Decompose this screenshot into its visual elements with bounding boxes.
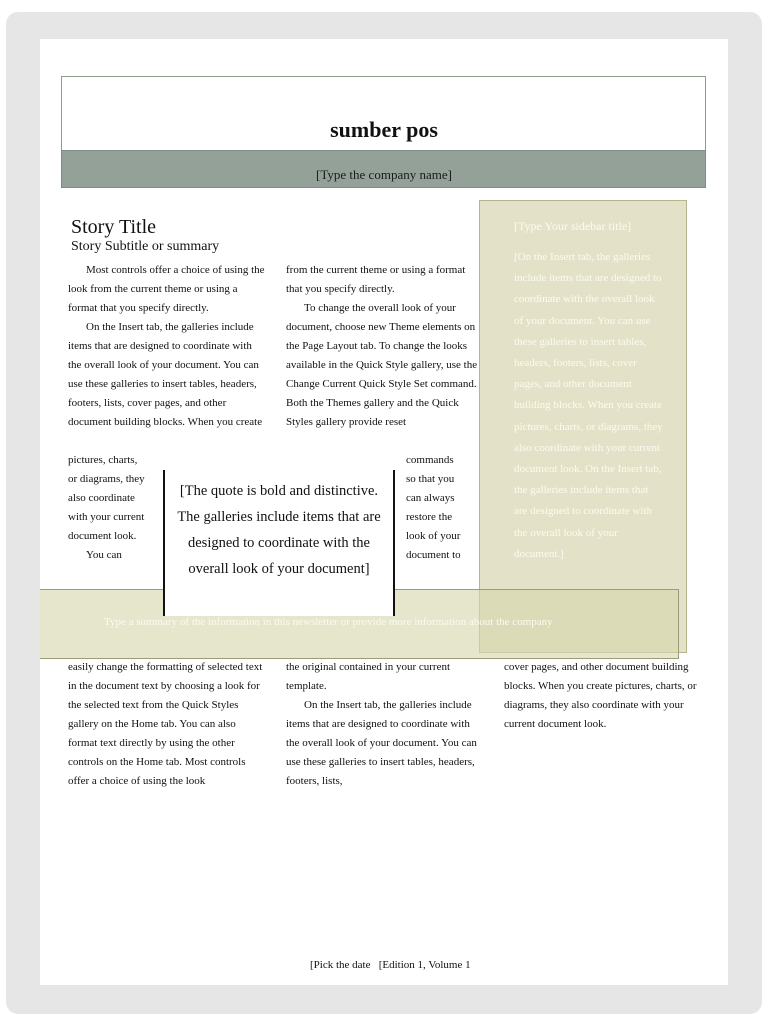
newsletter-title[interactable]: sumber pos [330,117,438,142]
paragraph: To change the overall look of your document, choose new Theme elements on the Page Layout tab. To change the looks available in the Quick Style gallery, use the Change Current Quick Style Set command. Both the Themes gallery and the Quick Styles gallery provide reset [286,302,478,428]
text-column-1-wrap[interactable] [68,451,158,565]
story-title[interactable]: Story Title [71,216,157,238]
paragraph: restore the [406,511,453,523]
text-column-2-wrap[interactable] [406,451,486,565]
sidebar-box[interactable] [479,200,687,653]
pull-quote[interactable] [163,470,395,616]
paragraph: On the Insert tab, the galleries include items that are designed to coordinate with the overall look of your document. You can use these galleries to insert tables, headers, footers, lists, [286,699,477,787]
paragraph: or diagrams, they [68,473,145,485]
summary-text[interactable]: Type a summary of the information in this newsletter or provide more information about the company [104,616,553,628]
paragraph: You can [86,549,122,561]
sidebar-title[interactable]: [Type Your sidebar title] [514,219,632,233]
paragraph: cover pages, and other document building blocks. When you create pictures, charts, or diagrams, they also coordinate with your current document look. [504,661,697,730]
footer-edition[interactable]: [Edition 1, Volume 1 [378,959,471,971]
paragraph: from the current theme or using a format that you specify directly. [286,264,466,295]
paragraph: On the Insert tab, the galleries include items that are designed to coordinate with the overall look of your document. You can use these galleries to insert tables, headers, footers, lists, cover pages, and other document building blocks. When you create [68,321,263,428]
paragraph: so that you [406,473,455,485]
footer [310,959,471,971]
footer-date[interactable]: [Pick the date [310,959,371,971]
paragraph: can always [406,492,455,504]
paragraph: with your current [68,511,145,523]
text-column-1-top[interactable] [68,261,266,432]
newsletter-page [40,39,728,985]
company-name-placeholder[interactable]: [Type the company name] [316,167,452,182]
paragraph: look of your [406,530,461,542]
paragraph: also coordinate [68,492,135,504]
paragraph: Most controls offer a choice of using the look from the current theme or using a format that you specify directly. [68,264,265,314]
paragraph: document to [406,549,461,561]
paragraph: the original contained in your current template. [286,661,451,692]
story-subtitle[interactable]: Story Subtitle or summary [71,239,220,254]
text-column-2-bottom[interactable] [286,658,484,791]
sidebar-text[interactable]: [On the Insert tab, the galleries include items that are designed to coordinate with the overall look of your document. You can use these galleries to insert tables, headers, footers, lists, cover pages, and other document building blocks. When you create pictures, charts, or diagrams, they also coordinate with your current document look. On the Insert tab, the galleries include items that are designed to coordinate with the overall look of your document.] [514,251,663,560]
text-column-3-bottom[interactable] [504,658,698,734]
paragraph: easily change the formatting of selected text in the document text by choosing a look for the selected text from the Quick Styles gallery on the Home tab. You can also format text directly by using the other controls on the Home tab. Most controls offer a choice of using the look [68,661,263,787]
pull-quote-text[interactable]: [The quote is bold and distinctive. The galleries include items that are designed to coordinate with the overall look of your document] [177,483,381,577]
paragraph: commands [406,454,454,466]
text-column-2-top[interactable] [286,261,484,432]
paragraph: pictures, charts, [68,454,138,466]
text-column-1-bottom[interactable] [68,658,266,791]
paragraph: document look. [68,530,137,542]
